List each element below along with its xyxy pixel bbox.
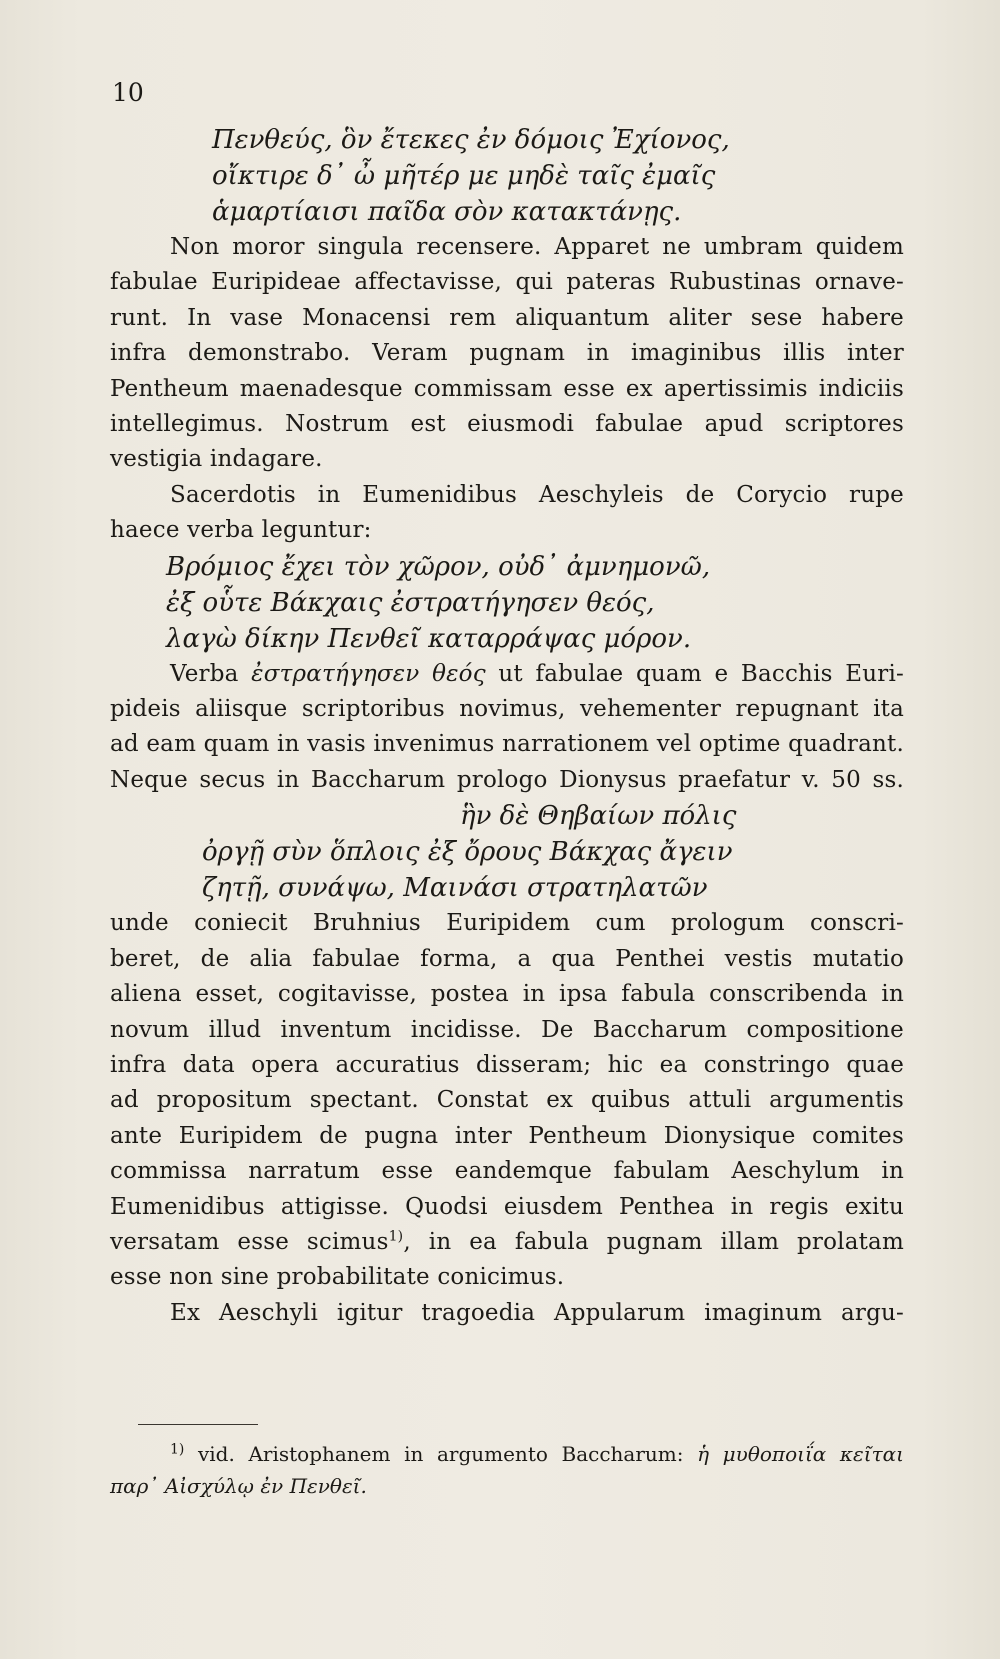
paragraph-2 <box>110 478 904 549</box>
verse-line: ὀργῇ σὺν ὅπλοις ἐξ ὄρους Βάκχας ἄγειν <box>202 837 733 868</box>
text-line: intellegimus. Nostrum est eiusmodi fabulae apud scriptores <box>110 411 904 438</box>
text-line: Pentheum maenadesque commissam esse ex apertissimis indiciis <box>110 375 904 402</box>
verse-quote-1 <box>110 122 904 230</box>
text-line: novum illud inventum incidisse. De Baccharum compositione <box>110 1016 904 1043</box>
text-line: infra demonstrabo. Veram pugnam in imaginibus illis inter <box>110 340 904 367</box>
text-line: Non moror singula recensere. Apparet ne umbram quidem <box>170 234 904 260</box>
text-line: pideis aliisque scriptoribus novimus, vehementer repugnant ita <box>110 696 904 723</box>
footnote-reference[interactable]: 1) <box>388 1228 404 1245</box>
text-fragment: ut fabulae quam e Bacchis Euri- <box>498 660 904 687</box>
footnote-mark: 1) <box>170 1441 185 1458</box>
text-line <box>110 657 904 692</box>
greek-phrase: ἡ μυθοποιΐα κεῖται <box>697 1442 905 1466</box>
text-line: unde coniecit Bruhnius Euripidem cum prologum conscri- <box>110 910 904 937</box>
footnote-divider <box>138 1424 258 1425</box>
verse-line: Πενθεύς, ὃν ἔτεκες ἐν δόμοις Ἐχίονος, <box>212 125 730 155</box>
verse-line: ζητῇ, συνάψω, Μαινάσι στρατηλατῶν <box>202 873 708 904</box>
footnote-line: παρ᾽ Αἰσχύλῳ ἐν Πενθεῖ. <box>110 1474 367 1498</box>
text-line: Ex Aeschyli igitur tragoedia Appularum imaginum argu- <box>170 1299 904 1326</box>
paragraph-1 <box>110 230 904 478</box>
main-text <box>110 122 904 1331</box>
text-fragment: , in ea fabula pugnam illam prolatam <box>403 1228 904 1255</box>
verse-line: ἣν δὲ Θηβαίων πόλις <box>460 801 737 832</box>
verse-line: Βρόμιος ἔχει τὸν χῶρον, οὐδ᾽ ἀμνημονῶ, <box>166 551 711 582</box>
verse-line: ἁμαρτίαισι παῖδα σὸν κατακτάνῃς. <box>212 197 682 227</box>
text-line: Neque secus in Baccharum prologo Dionysus praefatur v. 50 ss. <box>110 766 904 793</box>
text-line <box>110 1225 904 1260</box>
verse-line: ἐξ οὗτε Βάκχαις ἐστρατήγησεν θεός, <box>166 587 655 618</box>
verse-quote-2 <box>110 549 904 657</box>
text-line: beret, de alia fabulae forma, a qua Penthei vestis mutatio <box>110 945 904 972</box>
text-line: vestigia indagare. <box>110 446 323 473</box>
text-line: ante Euripidem de pugna inter Pentheum Dionysique comites <box>110 1122 904 1149</box>
footnote <box>110 1438 904 1502</box>
footnote-text: vid. Aristophanem in argumento Baccharum: <box>197 1442 684 1466</box>
paragraph-3 <box>110 657 904 799</box>
verse-quote-3 <box>110 798 904 906</box>
text-line: infra data opera accuratius disseram; hic ea constringo quae <box>110 1051 904 1078</box>
text-fragment: versatam esse scimus <box>110 1228 389 1255</box>
text-fragment: Verba <box>170 660 239 687</box>
text-line: commissa narratum esse eandemque fabulam Aeschylum in <box>110 1158 904 1185</box>
page-number: 10 <box>112 78 144 107</box>
greek-phrase: ἐστρατήγησεν θεός <box>251 660 486 687</box>
verse-line: οἴκτιρε δ᾽ ὦ μῆτέρ με μηδὲ ταῖς ἐμαῖς <box>212 161 716 191</box>
text-line: runt. In vase Monacensi rem aliquantum aliter sese habere <box>110 304 904 331</box>
verse-line: λαγὼ δίκην Πενθεῖ καταρράψας μόρον. <box>166 623 692 654</box>
paragraph-4 <box>110 906 904 1295</box>
text-line: esse non sine probabilitate conicimus. <box>110 1264 565 1291</box>
text-line: ad eam quam in vasis invenimus narrationem vel optime quadrant. <box>110 731 904 758</box>
text-line: fabulae Euripideae affectavisse, qui pateras Rubustinas ornave- <box>110 269 904 296</box>
paragraph-5 <box>110 1296 904 1331</box>
text-line: ad propositum spectant. Constat ex quibus attuli argumentis <box>110 1087 904 1114</box>
text-line: Eumenidibus attigisse. Quodsi eiusdem Penthea in regis exitu <box>110 1193 904 1220</box>
footnote-line <box>110 1438 904 1470</box>
text-line: aliena esset, cogitavisse, postea in ipsa fabula conscribenda in <box>110 981 904 1008</box>
text-line: Sacerdotis in Eumenidibus Aeschyleis de Corycio rupe <box>170 481 904 508</box>
text-line: haece verba leguntur: <box>110 517 372 544</box>
